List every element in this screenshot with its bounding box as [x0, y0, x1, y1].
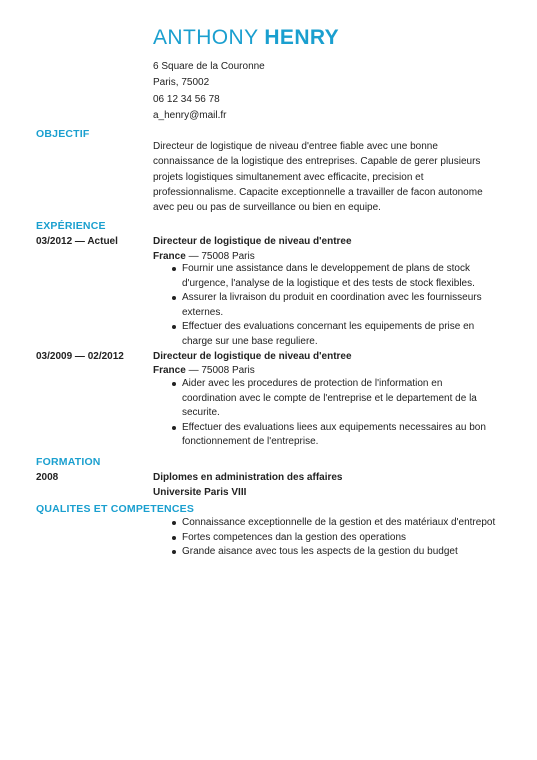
candidate-name	[153, 26, 339, 50]
list-item: Effectuer des evaluations liees aux equipements necessaires au bon fonctionnement de l'entreprise.	[153, 421, 498, 450]
bullet-icon	[172, 536, 176, 540]
bullet-icon	[172, 296, 176, 300]
job-bullet-list	[153, 262, 498, 350]
job-location	[153, 365, 255, 376]
list-item: Effectuer des evaluations concernant les equipements de prise en charge sur une base reguliere.	[153, 320, 498, 349]
job-bullet-list	[153, 377, 498, 450]
qualites-list	[153, 516, 498, 560]
job-title: Directeur de logistique de niveau d'entree	[153, 236, 352, 247]
address-line: 6 Square de la Couronne	[153, 61, 265, 72]
formation-school: Universite Paris VIII	[153, 487, 247, 498]
list-item: Connaissance exceptionnelle de la gestion et des matériaux d'entrepot	[153, 516, 498, 531]
phone-line: 06 12 34 56 78	[153, 94, 220, 105]
bullet-icon	[172, 426, 176, 430]
list-item: Grande aisance avec tous les aspects de la gestion du budget	[153, 545, 498, 560]
section-title-experience: EXPÉRIENCE	[36, 220, 106, 232]
bullet-icon	[172, 382, 176, 386]
job-city: — 75008 Paris	[185, 365, 255, 376]
objectif-text: Directeur de logistique de niveau d'entree fiable avec une bonne connaissance de la logistique des entreprises. Capable de gerer plusieurs projets logistiques simultanement avec efficacite, precision et professionnalisme. Capacite exceptionnelle a travailler de facon autonome avec peu ou pas de surveillance ou bien en equipe.	[153, 141, 483, 214]
list-item: Fournir une assistance dans le developpement de plans de stock d'urgence, l'analyse de la logistique et des tests de stock flexibles.	[153, 262, 498, 291]
section-title-qualites: QUALITES ET COMPETENCES	[36, 503, 195, 515]
list-item: Aider avec les procedures de protection de l'information en coordination avec le compte de l'entreprise et le departement de la securite.	[153, 377, 498, 421]
job-dates: 03/2009 — 02/2012	[36, 351, 124, 362]
first-name: ANTHONY	[153, 26, 259, 49]
job-country: France	[153, 251, 186, 262]
bullet-icon	[172, 521, 176, 525]
last-name: HENRY	[264, 26, 340, 49]
section-title-formation: FORMATION	[36, 456, 101, 468]
job-location	[153, 251, 255, 262]
city-line: Paris, 75002	[153, 77, 210, 88]
formation-year: 2008	[36, 472, 59, 483]
list-item: Fortes competences dan la gestion des operations	[153, 531, 498, 546]
formation-degree: Diplomes en administration des affaires	[153, 472, 343, 483]
section-title-objectif: OBJECTIF	[36, 128, 90, 140]
bullet-icon	[172, 550, 176, 554]
job-city: — 75008 Paris	[185, 251, 255, 262]
job-title: Directeur de logistique de niveau d'entree	[153, 351, 352, 362]
job-dates: 03/2012 — Actuel	[36, 236, 118, 247]
bullet-icon	[172, 267, 176, 271]
list-item: Assurer la livraison du produit en coordination avec les fournisseurs externes.	[153, 291, 498, 320]
email-line: a_henry@mail.fr	[153, 110, 227, 121]
bullet-icon	[172, 325, 176, 329]
job-country: France	[153, 365, 186, 376]
